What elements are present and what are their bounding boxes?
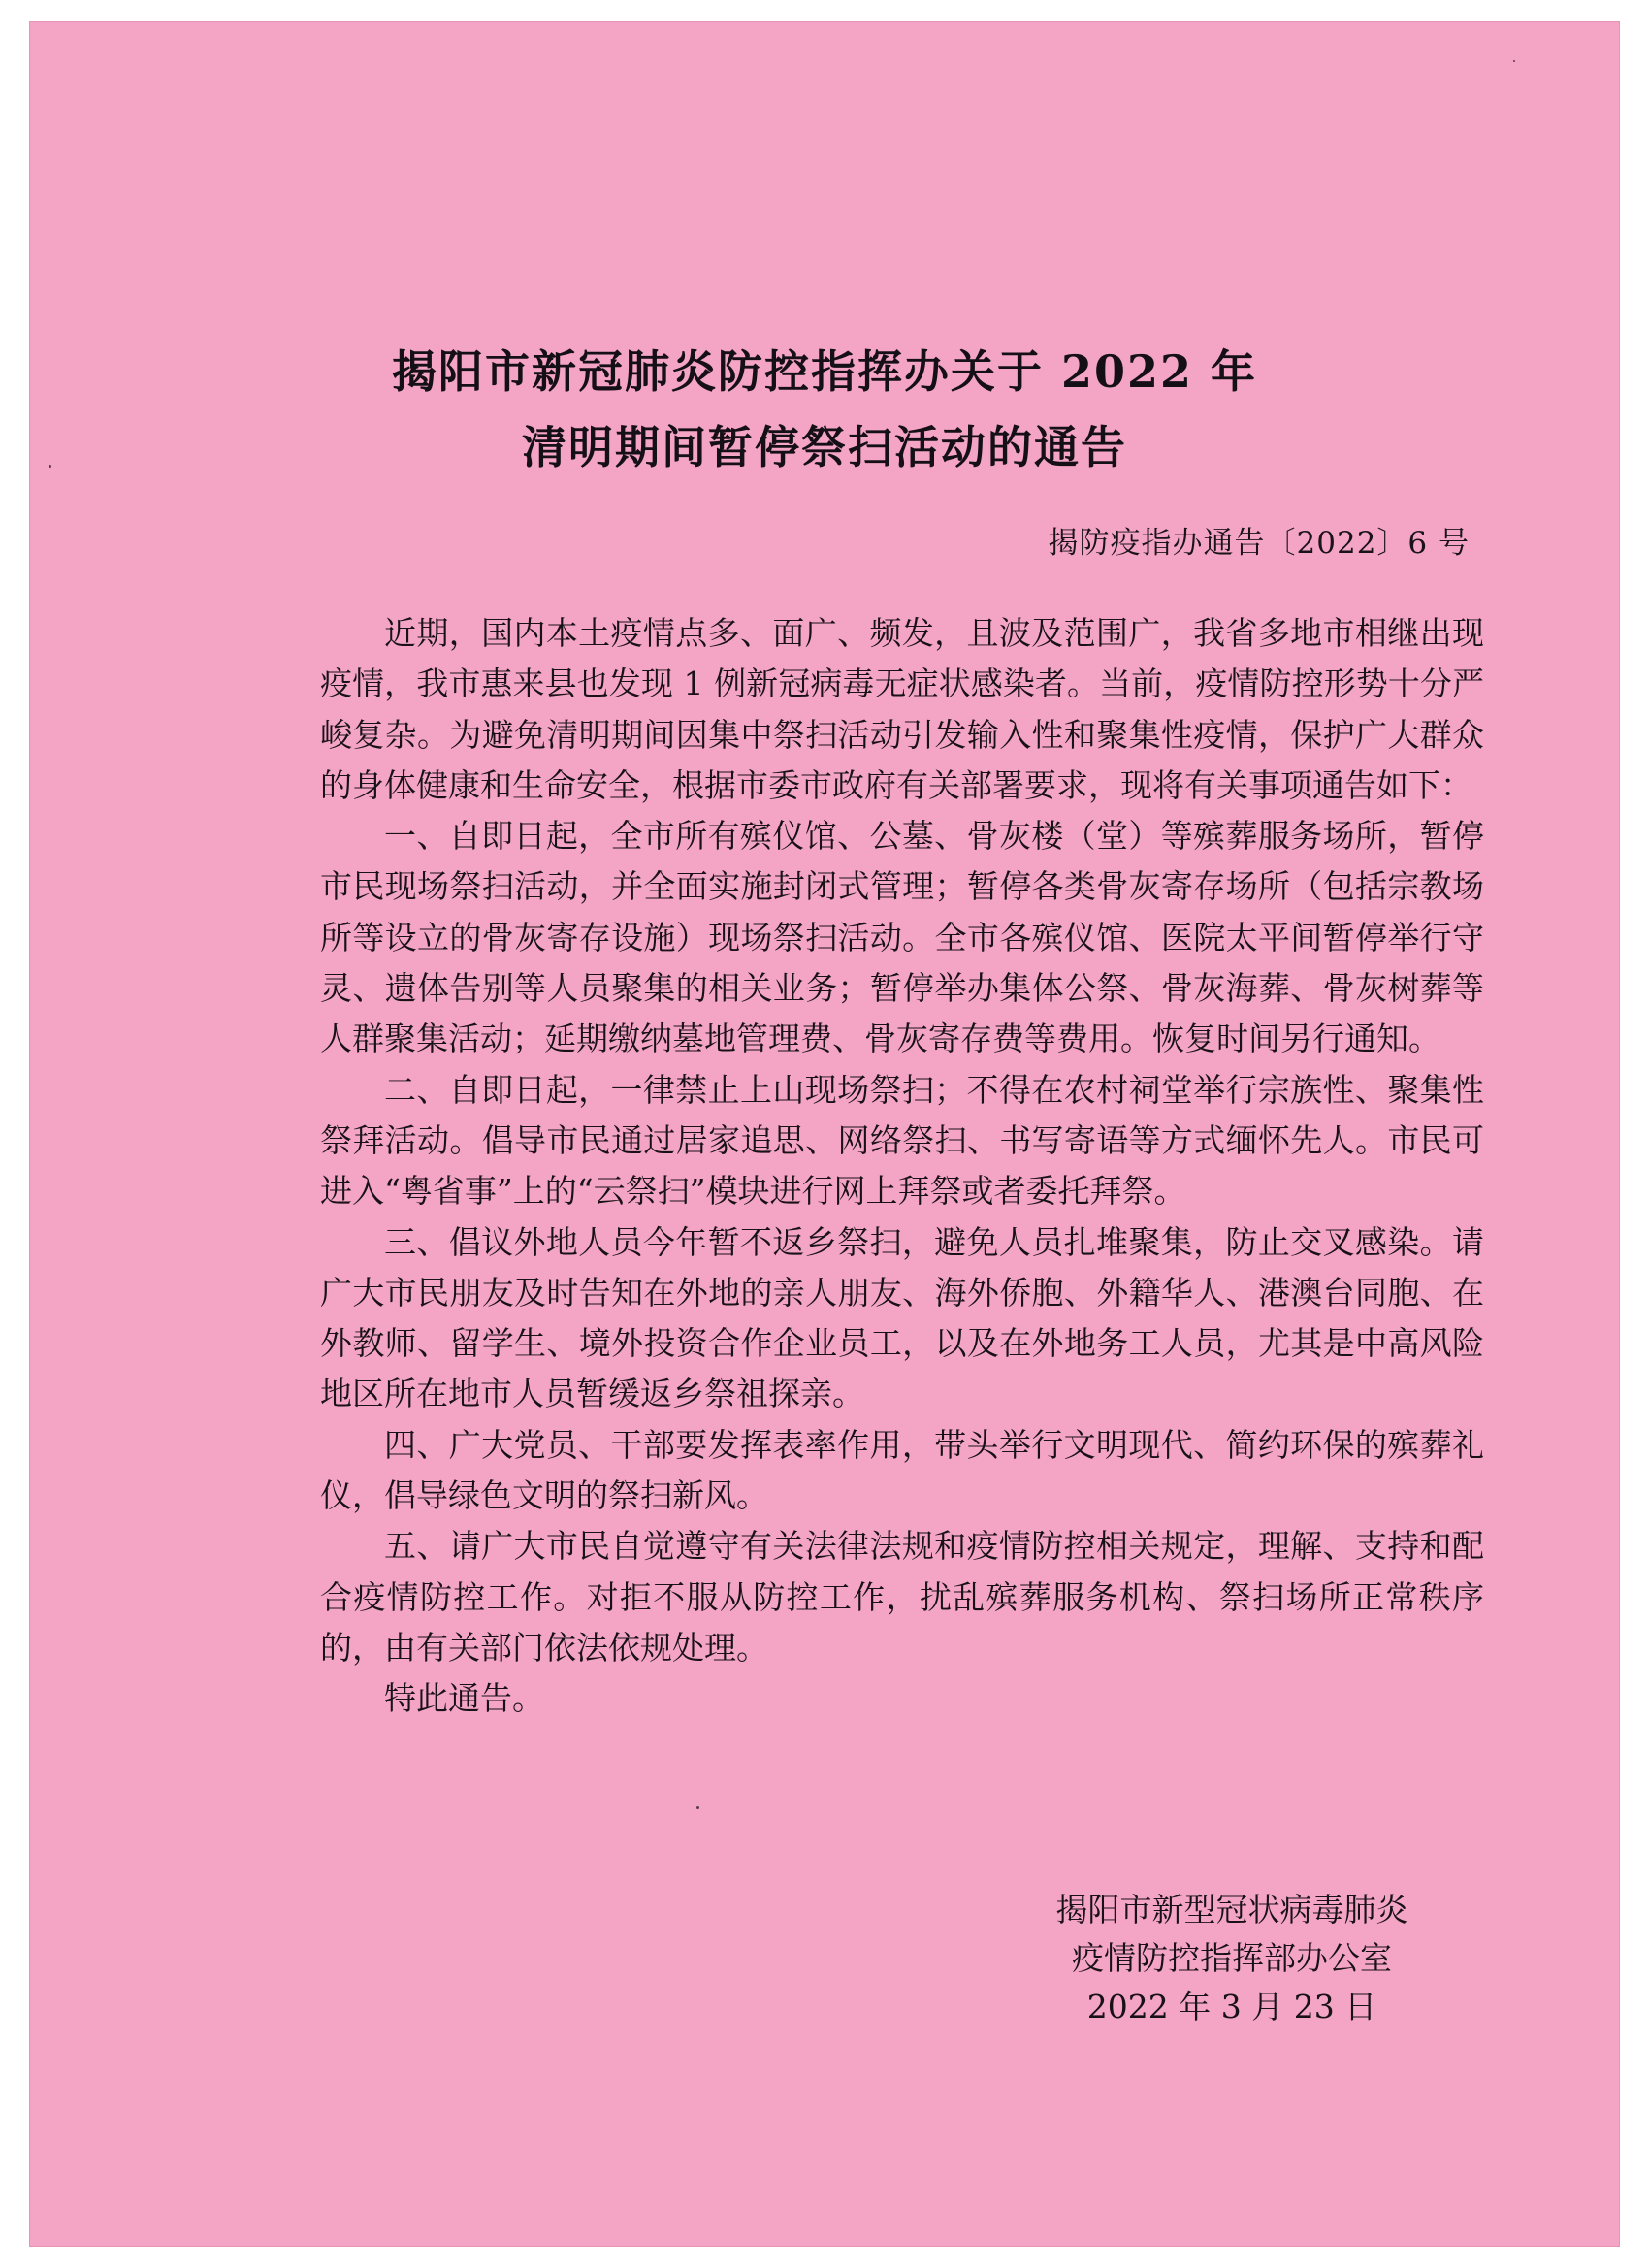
body-paragraph-intro: 近期，国内本土疫情点多、面广、频发，且波及范围广，我省多地市相继出现疫情，我市惠来县也发现 1 例新冠病毒无症状感染者。当前，疫情防控形势十分严峻复杂。为避免清明期间因集中祭扫活动引发输入性和聚集性疫情，保护广大群众的身体健康和生命安全，根据市委市政府有关部署要求，现将有关事项通告如下：: [320, 614, 1484, 804]
signature-org-line-2: 疫情防控指挥部办公室: [1072, 1939, 1392, 1977]
signature-block: [999, 1886, 1465, 2031]
document-body: [320, 608, 1484, 1725]
body-paragraph-item-1: 一、自即日起，全市所有殡仪馆、公墓、骨灰楼（堂）等殡葬服务场所，暂停市民现场祭扫活动，并全面实施封闭式管理；暂停各类骨灰寄存场所（包括宗教场所等设立的骨灰寄存设施）现场祭扫活动。全市各殡仪馆、医院太平间暂停举行守灵、遗体告别等人员聚集的相关业务；暂停举办集体公祭、骨灰海葬、骨灰树葬等人群聚集活动；延期缴纳墓地管理费、骨灰寄存费等费用。恢复时间另行通知。: [320, 817, 1484, 1058]
body-paragraph-item-3: 三、倡议外地人员今年暂不返乡祭扫，避免人员扎堆聚集，防止交叉感染。请广大市民朋友及时告知在外地的亲人朋友、海外侨胞、外籍华人、港澳台同胞、在外教师、留学生、境外投资合作企业员工，以及在外地务工人员，尤其是中高风险地区所在地市人员暂缓返乡祭祖探亲。: [320, 1222, 1484, 1413]
document-title-line-1: 揭阳市新冠肺炎防控指挥办关于 2022 年: [391, 345, 1258, 398]
document-number: 揭防疫指办通告〔2022〕6 号: [1048, 526, 1470, 561]
scan-speck: [696, 1806, 699, 1809]
body-paragraph-closing: 特此通告。: [384, 1679, 544, 1718]
scan-speck: [1513, 60, 1515, 62]
document-page: [29, 21, 1620, 2247]
body-paragraph-item-5: 五、请广大市民自觉遵守有关法律法规和疫情防控相关规定，理解、支持和配合疫情防控工作。对拒不服从防控工作，扰乱殡葬服务机构、祭扫场所正常秩序的，由有关部门依法依规处理。: [320, 1527, 1484, 1667]
signature-date: 2022 年 3 月 23 日: [1086, 1988, 1377, 2025]
signature-org-line-1: 揭阳市新型冠状病毒肺炎: [1055, 1891, 1408, 1928]
body-paragraph-item-4: 四、广大党员、干部要发挥表率作用，带头举行文明现代、简约环保的殡葬礼仪，倡导绿色文明的祭扫新风。: [320, 1425, 1484, 1515]
body-paragraph-item-2: 二、自即日起，一律禁止上山现场祭扫；不得在农村祠堂举行宗族性、聚集性祭拜活动。倡导市民通过居家追思、网络祭扫、书写寄语等方式缅怀先人。市民可进入“粤省事”上的“云祭扫”模块进行网上拜祭或者委托拜祭。: [320, 1070, 1484, 1211]
document-title-line-2: 清明期间暂停祭扫活动的通告: [522, 421, 1127, 473]
